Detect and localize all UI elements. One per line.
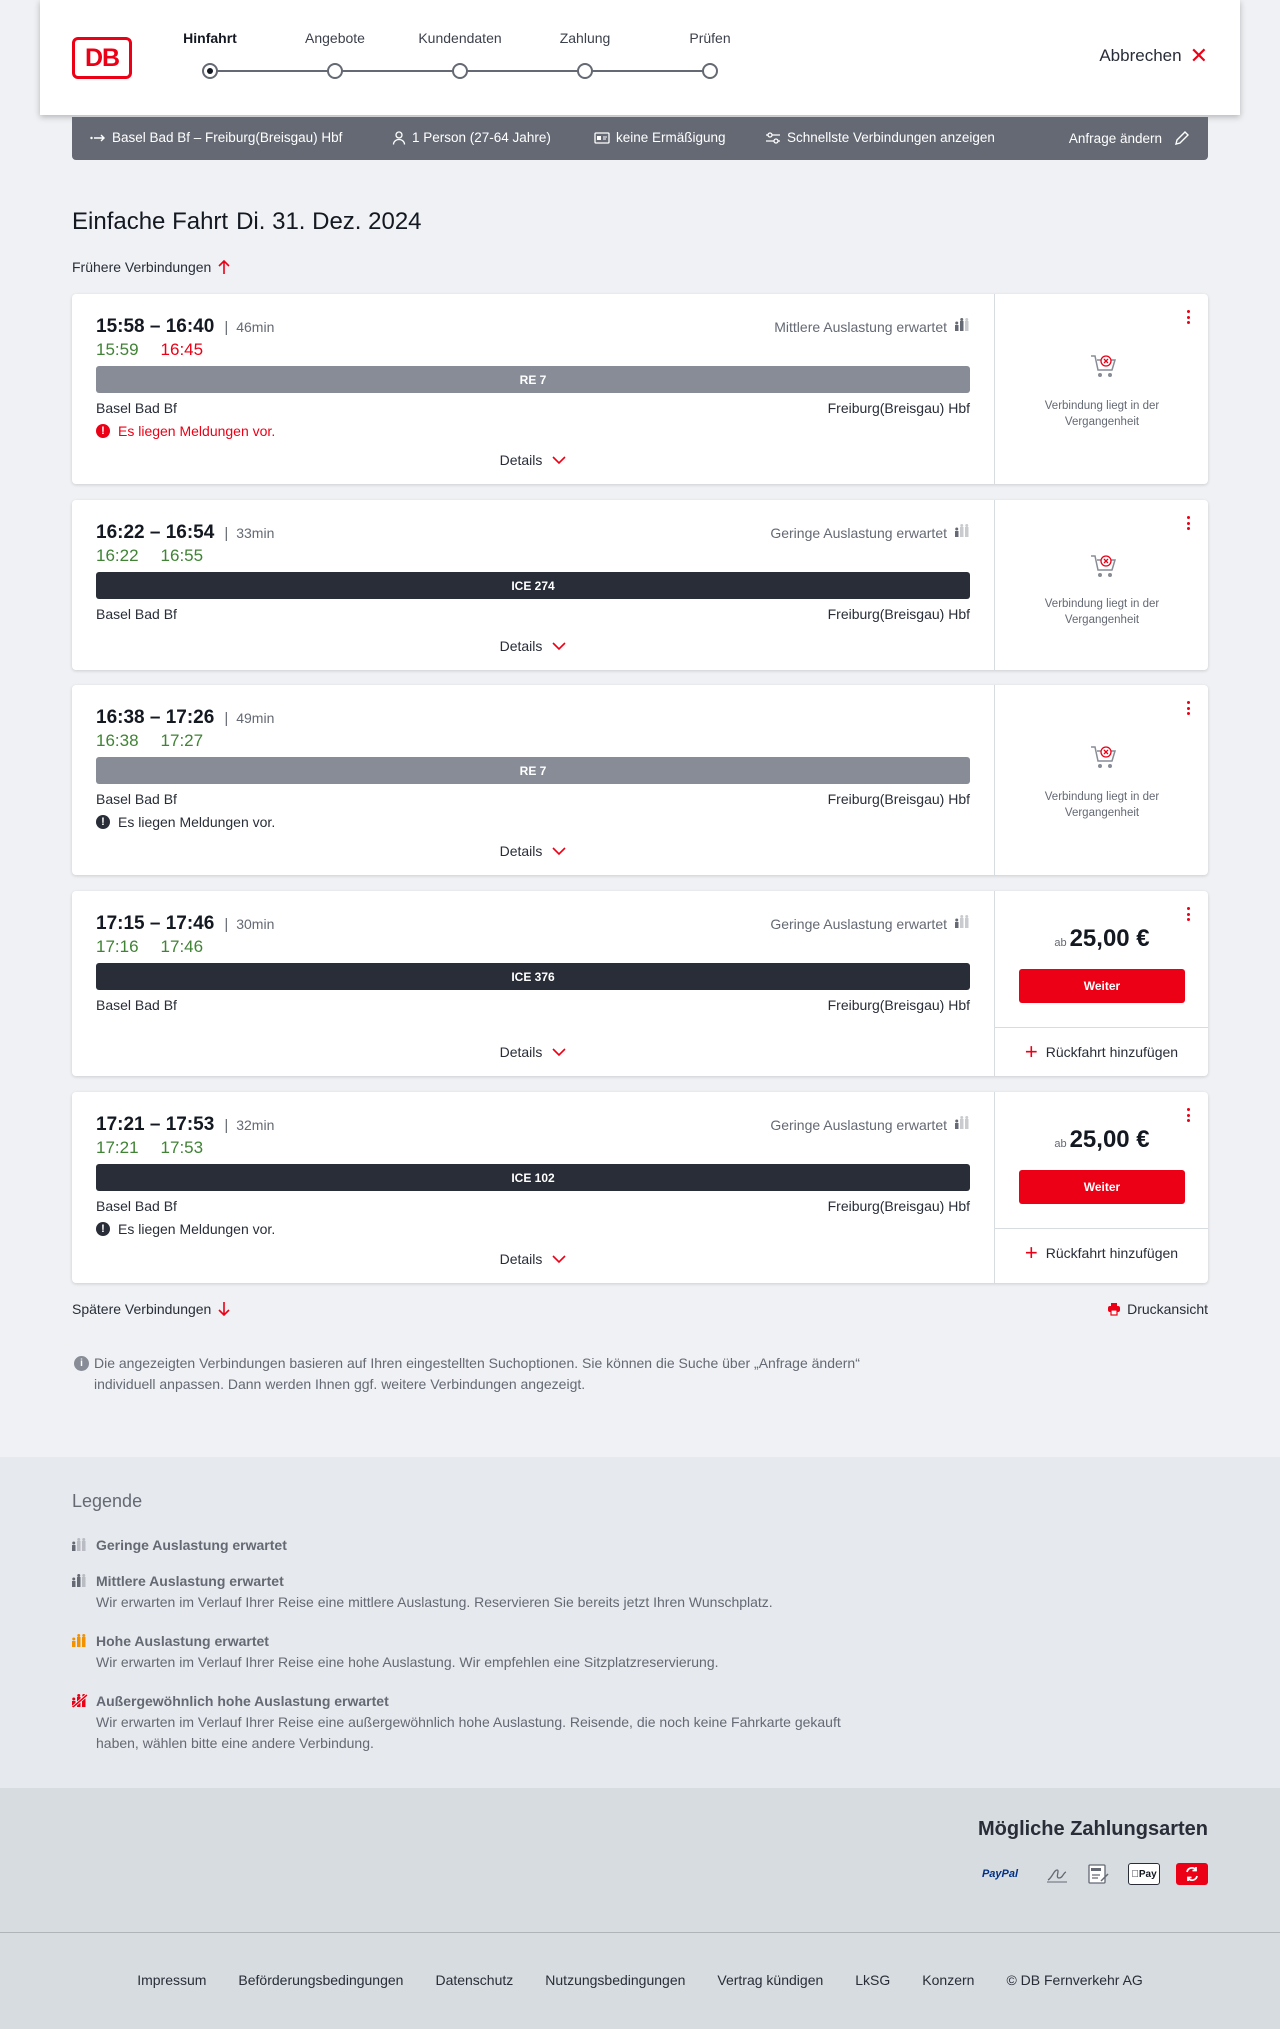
more-options-icon[interactable] — [1186, 1108, 1190, 1122]
price-amount: 25,00 € — [1069, 1126, 1150, 1153]
step-label: Angebote — [305, 30, 365, 46]
duration: 32min — [236, 1117, 275, 1133]
realtime-arrival: 16:55 — [160, 546, 204, 565]
search-discount-text: keine Ermäßigung — [616, 130, 726, 145]
alert-icon: ! — [96, 424, 110, 438]
legend-item — [72, 1573, 872, 1613]
occupancy-info — [770, 915, 970, 932]
load-high-icon — [72, 1634, 87, 1651]
load-low-icon — [955, 524, 970, 541]
legend-item-title-text: Mittlere Auslastung erwartet — [96, 1573, 284, 1589]
details-label: Details — [499, 1044, 543, 1060]
footer-link[interactable]: Beförderungsbedingungen — [238, 1972, 404, 1988]
progress-steps — [180, 30, 731, 90]
past-connection-text: Verbindung liegt in der Vergangenheit — [1044, 400, 1160, 428]
add-return-trip-label: Rückfahrt hinzufügen — [1045, 1043, 1179, 1060]
legend-item-description: Wir erwarten im Verlauf Ihrer Reise eine mittlere Auslastung. Reservieren Sie bereits jetzt Ihren Wunschplatz. — [96, 1594, 773, 1610]
train-bar[interactable]: ICE 102 — [96, 1164, 970, 1191]
person-icon — [392, 131, 406, 145]
filter-icon — [765, 132, 781, 144]
change-request-button[interactable] — [1069, 130, 1190, 146]
applepay-icon — [1128, 1863, 1160, 1885]
plus-icon: + — [1024, 1038, 1038, 1064]
departure-station: Basel Bad Bf — [96, 606, 177, 622]
footer-link[interactable]: Konzern — [922, 1972, 975, 1988]
realtime-arrival: 17:46 — [160, 937, 204, 956]
load-low-icon — [72, 1538, 87, 1555]
later-connections-label: Spätere Verbindungen — [72, 1301, 212, 1317]
step-1[interactable] — [150, 30, 270, 50]
connection-offer — [994, 685, 1208, 875]
step-label: Zahlung — [559, 30, 611, 46]
realtime-arrival: 16:45 — [160, 340, 204, 359]
time-separator: | — [224, 525, 229, 542]
connection-times — [96, 913, 274, 935]
planned-times: 15:58 – 16:40 — [96, 316, 215, 337]
arrival-station: Freiburg(Breisgau) Hbf — [827, 997, 970, 1013]
step-5[interactable] — [650, 30, 770, 50]
planned-times: 17:15 – 17:46 — [96, 913, 215, 934]
continue-button[interactable]: Weiter — [1019, 1170, 1185, 1204]
occupancy-info — [770, 1116, 970, 1133]
db-logo[interactable]: DB — [72, 37, 132, 79]
step-current-dot — [202, 63, 218, 79]
step-label: Hinfahrt — [183, 30, 237, 46]
connection-main — [72, 891, 994, 1076]
duration: 30min — [236, 916, 275, 932]
connection-times — [96, 522, 274, 544]
legend-title: Legende — [72, 1491, 143, 1511]
arrival-station: Freiburg(Breisgau) Hbf — [827, 791, 970, 807]
departure-station: Basel Bad Bf — [96, 791, 177, 807]
footer-link[interactable]: Impressum — [137, 1972, 207, 1988]
details-toggle[interactable] — [72, 843, 994, 859]
print-view-link[interactable] — [1107, 1301, 1208, 1317]
train-bar[interactable]: RE 7 — [96, 366, 970, 393]
past-connection-text: Verbindung liegt in der Vergangenheit — [1044, 791, 1160, 819]
footer-links — [0, 1972, 1280, 1988]
connection-times — [96, 1114, 274, 1136]
disruption-message[interactable] — [96, 423, 275, 439]
legend-item-description: Wir erwarten im Verlauf Ihrer Reise eine außergewöhnlich hohe Auslastung. Reisende, die noch keine Fahrkarte gekauft haben, wählen bitte eine andere Verbindung. — [96, 1714, 841, 1751]
top-header — [40, 0, 1240, 115]
occupancy-info — [774, 318, 970, 335]
departure-station: Basel Bad Bf — [96, 400, 177, 416]
change-request-label: Anfrage ändern — [1068, 130, 1162, 146]
footer-link: © DB Fernverkehr AG — [1006, 1972, 1143, 1988]
footer-link[interactable]: Datenschutz — [435, 1972, 514, 1988]
db-payment-icon — [1176, 1863, 1208, 1885]
past-connection-text: Verbindung liegt in der Vergangenheit — [1044, 598, 1160, 626]
load-low-icon — [955, 915, 970, 932]
cart-unavailable-icon — [1089, 352, 1117, 380]
legend-item-title-text: Außergewöhnlich hohe Auslastung erwartet — [96, 1693, 389, 1709]
paypal-icon — [972, 1863, 1028, 1885]
print-view-label: Druckansicht — [1127, 1301, 1208, 1317]
realtime-departure: 17:21 — [96, 1138, 139, 1157]
legend-item-description: Wir erwarten im Verlauf Ihrer Reise eine hohe Auslastung. Wir empfehlen eine Sitzplatzreservierung. — [96, 1654, 719, 1670]
connection-card — [72, 1092, 1208, 1283]
details-toggle[interactable] — [72, 638, 994, 654]
realtime-times — [96, 731, 203, 751]
route-arrow-icon — [90, 133, 106, 143]
step-dot — [577, 63, 593, 79]
departure-station: Basel Bad Bf — [96, 1198, 177, 1214]
step-3[interactable] — [400, 30, 520, 50]
continue-button[interactable]: Weiter — [1019, 969, 1185, 1003]
footer-link[interactable]: LkSG — [855, 1972, 891, 1988]
info-icon: i — [74, 1356, 89, 1371]
legend-item — [72, 1693, 872, 1754]
step-label: Kundendaten — [418, 30, 502, 46]
search-route — [90, 130, 342, 145]
chevron-down-icon — [552, 1251, 566, 1267]
search-persons-text: 1 Person (27-64 Jahre) — [412, 130, 551, 145]
close-icon: ✕ — [1189, 43, 1208, 68]
disruption-message[interactable] — [96, 1221, 275, 1237]
time-separator: | — [224, 319, 229, 336]
search-persons — [392, 130, 551, 145]
details-toggle[interactable] — [72, 1044, 994, 1060]
details-toggle[interactable] — [72, 452, 994, 468]
footer-link[interactable]: Nutzungsbedingungen — [545, 1972, 686, 1988]
connection-offer — [994, 500, 1208, 670]
realtime-arrival: 17:53 — [160, 1138, 204, 1157]
details-label: Details — [499, 638, 543, 654]
connection-main — [72, 1092, 994, 1283]
train-bar[interactable]: ICE 274 — [96, 572, 970, 599]
legend-item-title — [72, 1537, 872, 1553]
search-route-text: Basel Bad Bf – Freiburg(Breisgau) Hbf — [112, 130, 343, 145]
legend-item-title-text: Geringe Auslastung erwartet — [96, 1537, 287, 1553]
search-info-text: Die angezeigten Verbindungen basieren auf Ihren eingestellten Suchoptionen. Sie können die Suche über „Anfrage ändern“ individuell anpassen. Dann werden Ihnen ggf. weitere Verbindungen angezeigt. — [94, 1355, 860, 1392]
step-dot — [702, 63, 718, 79]
realtime-times — [96, 1138, 203, 1158]
print-icon — [1107, 1302, 1121, 1316]
cancel-button[interactable] — [1099, 43, 1208, 68]
arrival-station: Freiburg(Breisgau) Hbf — [827, 1198, 970, 1214]
step-dot — [327, 63, 343, 79]
planned-times: 16:38 – 17:26 — [96, 707, 215, 728]
footer-link[interactable]: Vertrag kündigen — [717, 1972, 824, 1988]
load-extreme-icon — [72, 1694, 88, 1711]
cart-unavailable-icon — [1089, 552, 1117, 580]
add-return-trip-label: Rückfahrt hinzufügen — [1045, 1244, 1179, 1261]
realtime-departure: 16:38 — [96, 731, 139, 750]
arrival-station: Freiburg(Breisgau) Hbf — [827, 400, 970, 416]
payment-methods — [972, 1863, 1208, 1885]
chevron-down-icon — [552, 452, 566, 468]
time-separator: | — [224, 1117, 229, 1134]
connection-main — [72, 500, 994, 670]
connection-card — [72, 294, 1208, 484]
load-low-icon — [955, 1116, 970, 1133]
search-discount — [594, 130, 726, 145]
more-options-icon[interactable] — [1186, 310, 1190, 324]
occupancy-label: Geringe Auslastung erwartet — [770, 524, 947, 541]
search-option — [765, 130, 995, 145]
time-separator: | — [224, 710, 229, 727]
connection-times — [96, 316, 274, 338]
occupancy-label: Geringe Auslastung erwartet — [770, 915, 947, 932]
price — [995, 925, 1209, 953]
creditcard-signature-icon — [1044, 1863, 1070, 1885]
load-medium-icon — [955, 318, 970, 335]
chevron-down-icon — [552, 1044, 566, 1060]
later-connections-link[interactable] — [72, 1301, 231, 1317]
connection-offer — [994, 294, 1208, 484]
connection-times — [96, 707, 274, 729]
search-option-text: Schnellste Verbindungen anzeigen — [787, 130, 995, 145]
legend-item — [72, 1537, 872, 1553]
alert-icon: ! — [96, 815, 110, 829]
load-medium-icon — [72, 1574, 87, 1591]
duration: 49min — [236, 710, 275, 726]
connection-offer — [994, 1092, 1208, 1283]
details-label: Details — [499, 1251, 543, 1267]
connection-main — [72, 685, 994, 875]
legend-item-title — [72, 1633, 872, 1649]
price-prefix: ab — [1054, 1138, 1067, 1150]
price — [995, 1126, 1209, 1154]
travel-date: Di. 31. Dez. 2024 — [236, 208, 422, 235]
arrival-station: Freiburg(Breisgau) Hbf — [827, 606, 970, 622]
search-info-note — [72, 1353, 872, 1395]
details-label: Details — [499, 843, 543, 859]
cancel-label: Abbrechen — [1099, 46, 1182, 65]
connection-card — [72, 685, 1208, 875]
payment-title: Mögliche Zahlungsarten — [977, 1818, 1208, 1840]
realtime-times — [96, 340, 203, 360]
disruption-text: Es liegen Meldungen vor. — [118, 814, 276, 830]
occupancy-label: Geringe Auslastung erwartet — [770, 1116, 947, 1133]
departure-station: Basel Bad Bf — [96, 997, 177, 1013]
disruption-message[interactable] — [96, 814, 275, 830]
payment-section — [0, 1788, 1280, 1932]
train-bar[interactable]: RE 7 — [96, 757, 970, 784]
duration: 46min — [236, 319, 275, 335]
realtime-departure: 15:59 — [96, 340, 139, 359]
sepa-icon — [1086, 1863, 1112, 1885]
footer — [0, 1932, 1280, 2029]
legend-section — [0, 1457, 1280, 1788]
arrow-down-icon — [217, 1301, 231, 1317]
arrow-up-icon — [217, 259, 231, 275]
realtime-arrival: 17:27 — [160, 731, 204, 750]
price-prefix: ab — [1054, 937, 1067, 949]
search-summary-bar — [72, 117, 1208, 160]
time-separator: | — [224, 916, 229, 933]
connection-card — [72, 891, 1208, 1076]
realtime-departure: 17:16 — [96, 937, 139, 956]
applepay-label: Pay — [1135, 1868, 1153, 1880]
legend-item-title-text: Hohe Auslastung erwartet — [96, 1633, 269, 1649]
cart-unavailable-icon — [1089, 743, 1117, 771]
plus-icon: + — [1024, 1239, 1038, 1265]
realtime-departure: 16:22 — [96, 546, 139, 565]
occupancy-info — [770, 524, 970, 541]
details-label: Details — [499, 452, 543, 468]
planned-times: 16:22 – 16:54 — [96, 522, 215, 543]
card-icon — [594, 132, 610, 144]
legend-item-title — [72, 1693, 872, 1709]
step-2[interactable] — [275, 30, 395, 50]
earlier-connections-label: Frühere Verbindungen — [72, 259, 212, 275]
pencil-icon — [1174, 130, 1190, 146]
disruption-text: Es liegen Meldungen vor. — [118, 423, 276, 439]
more-options-icon[interactable] — [1186, 907, 1190, 921]
legend-item — [72, 1633, 872, 1673]
duration: 33min — [236, 525, 275, 541]
add-return-trip-button[interactable] — [995, 1027, 1208, 1075]
more-options-icon[interactable] — [1186, 701, 1190, 715]
step-label: Prüfen — [689, 30, 731, 46]
alert-icon: ! — [96, 1222, 110, 1236]
chevron-down-icon — [552, 638, 566, 654]
legend-item-title — [72, 1573, 872, 1589]
page-title-text: Einfache Fahrt — [72, 208, 229, 235]
price-amount: 25,00 € — [1069, 925, 1150, 952]
train-bar[interactable]: ICE 376 — [96, 963, 970, 990]
chevron-down-icon — [552, 843, 566, 859]
earlier-connections-link[interactable] — [72, 259, 231, 275]
add-return-trip-button[interactable] — [995, 1228, 1208, 1276]
disruption-text: Es liegen Meldungen vor. — [118, 1221, 276, 1237]
more-options-icon[interactable] — [1186, 516, 1190, 530]
step-dot — [452, 63, 468, 79]
details-toggle[interactable] — [72, 1251, 994, 1267]
connection-main — [72, 294, 994, 484]
occupancy-label: Mittlere Auslastung erwartet — [774, 318, 947, 335]
realtime-times — [96, 937, 203, 957]
step-4[interactable] — [525, 30, 645, 50]
connection-offer — [994, 891, 1208, 1076]
planned-times: 17:21 – 17:53 — [96, 1114, 215, 1135]
page-title — [72, 208, 422, 236]
connection-card — [72, 500, 1208, 670]
realtime-times — [96, 546, 203, 566]
paypal-label: PayPal — [981, 1868, 1019, 1880]
